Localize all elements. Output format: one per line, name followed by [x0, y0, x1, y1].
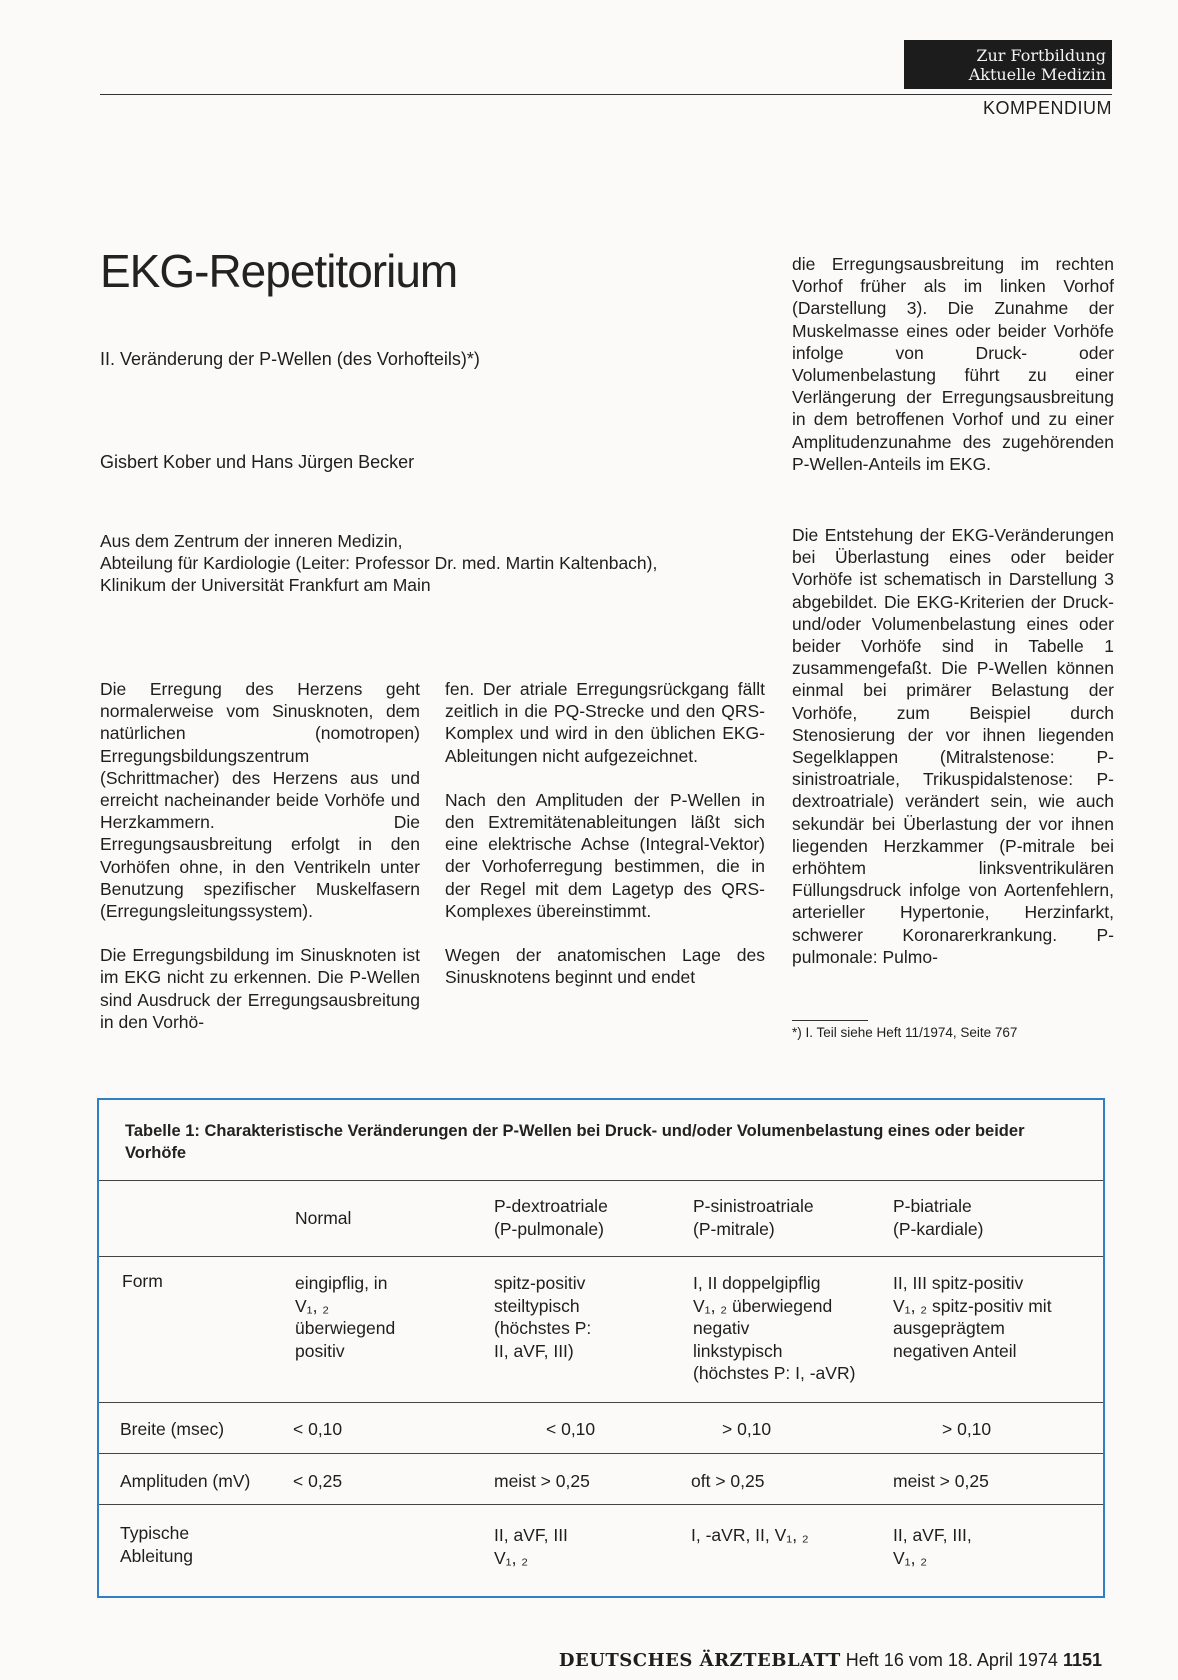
page-footer [559, 1650, 1102, 1671]
table-row-label: Form [122, 1271, 163, 1291]
table-row-label: Amplituden (mV) [120, 1471, 251, 1491]
paragraph: Nach den Amplituden der P-Wellen in den Extremitätenableitungen läßt sich eine elektrische Achse (Integral-Vektor) der Vorhoferregung bestimmen, die in der Regel mit dem Lagetyp des QRS-Komplexes übereinstimmt. [445, 789, 765, 921]
table-cell: I, -aVR, II, V₁, ₂ [691, 1525, 809, 1545]
table-cell: < 0,10 [293, 1419, 343, 1439]
table-header: P-dextroatriale (P-pulmonale) [494, 1196, 608, 1239]
footnote: *) I. Teil siehe Heft 11/1974, Seite 767 [792, 1025, 1018, 1040]
table-cell: oft > 0,25 [691, 1471, 765, 1491]
article-title: EKG-Repetitorium [100, 245, 458, 297]
table-cell: < 0,10 [546, 1419, 596, 1439]
section-badge [904, 40, 1112, 89]
table-cell: I, II doppelgipflig V₁, ₂ überwiegend negativ linkstypisch (höchstes P: I, -aVR) [693, 1273, 856, 1383]
affiliation [100, 530, 657, 596]
issue-info: Heft 16 vom 18. April 1974 [845, 1650, 1058, 1670]
paragraph: Die Erregung des Herzens geht normalerweise vom Sinusknoten, dem natürlichen (nomotropen) Erregungsbildungszentrum (Schrittmacher) des Herzens aus und erreicht nacheinander beide Vorhöfe und Herzkammern. Die Erregungsausbreitung erfolgt in den Vorhöfen ohne, in den Ventrikeln unter Benutzung spezifischer Muskelfasern (Erregungsleitungssystem). [100, 679, 420, 922]
badge-line-1: Zur Fortbildung [976, 46, 1106, 65]
table-row-label: Typische Ableitung [120, 1523, 193, 1566]
footnote-rule [792, 1020, 868, 1021]
table-rule [99, 1256, 1103, 1257]
table-header: Normal [295, 1208, 352, 1228]
paragraph: Die Erregungsbildung im Sinusknoten ist im EKG nicht zu erkennen. Die P-Wellen sind Ausdruck der Erregungsausbreitung in den Vorhö- [100, 945, 420, 1032]
table-cell: > 0,10 [722, 1419, 772, 1439]
affiliation-line: Aus dem Zentrum der inneren Medizin, [100, 531, 403, 551]
paragraph: fen. Der atriale Erregungsrückgang fällt zeitlich in die PQ-Strecke und den QRS-Komplex und wird in den üblichen EKG-Ableitungen nicht aufgezeichnet. [445, 679, 765, 766]
body-column-3-bottom [792, 524, 1114, 968]
table-cell: II, aVF, III V₁, ₂ [494, 1525, 568, 1568]
table-cell: eingipflig, in V₁, ₂ überwiegend positiv [295, 1273, 396, 1361]
section-label: KOMPENDIUM [982, 98, 1112, 118]
table-rule [99, 1180, 1103, 1181]
table-rule [99, 1402, 1103, 1403]
paragraph: Die Entstehung der EKG-Veränderungen bei Überlastung eines oder beider Vorhöfe ist schematisch in Darstellung 3 abgebildet. Die EKG-Kriterien der Druck- und/oder Volumenbelastung eines oder beider Vorhöfe sind in Tabelle 1 zusammengefaßt. Die P-Wellen können einmal bei primärer Belastung der Vorhöfe, zum Beispiel durch Stenosierung der vor ihnen liegenden Segelklappen (Mitralstenose: P-sinistroatriale, Trikuspidalstenose: P-dextroatriale) verändert sein, wie auch sekundär bei Überlastung der vor ihnen liegenden Herzkammer (P-mitrale bei erhöhtem linksventrikulären Füllungsdruck infolge von Aortenfehlern, arterieller Hypertonie, Herzinfarkt, schwerer Koronarerkrankung. P-pulmonale: Pulmo- [792, 525, 1114, 967]
paragraph: die Erregungsausbreitung im rechten Vorhof früher als im linken Vorhof (Darstellung 3). Die Zunahme der Muskelmasse eines oder beider Vorhöfe infolge von Druck- oder Volumenbelastung führt zu einer Verlängerung der Erregungsausbreitung in dem betroffenen Vorhof und zu einer Amplitudenzunahme des zugehörenden P-Wellen-Anteils im EKG. [792, 254, 1114, 474]
table-cell: meist > 0,25 [893, 1471, 989, 1491]
table-cell: II, III spitz-positiv V₁, ₂ spitz-positiv mit ausgeprägtem negativen Anteil [893, 1273, 1052, 1361]
header-rule [100, 94, 1112, 95]
body-column-3-top [792, 253, 1114, 475]
page-number: 1151 [1062, 1650, 1102, 1670]
table-cell: II, aVF, III, V₁, ₂ [893, 1525, 972, 1568]
table-cell: meist > 0,25 [494, 1471, 590, 1491]
table-row-label: Breite (msec) [120, 1419, 225, 1439]
badge-line-2: Aktuelle Medizin [968, 65, 1106, 84]
table-rule [99, 1504, 1103, 1505]
table-header: P-sinistroatriale (P-mitrale) [693, 1196, 814, 1239]
body-column-1 [100, 678, 420, 1033]
table-cell: < 0,25 [293, 1471, 343, 1491]
article-authors: Gisbert Kober und Hans Jürgen Becker [100, 452, 415, 472]
table-cell: spitz-positiv steiltypisch (höchstes P: II, aVF, III) [494, 1273, 592, 1361]
affiliation-line: Abteilung für Kardiologie (Leiter: Professor Dr. med. Martin Kaltenbach), [100, 553, 658, 573]
journal-name: DEUTSCHES ÄRZTEBLATT [558, 1650, 841, 1671]
article-subtitle: II. Veränderung der P-Wellen (des Vorhofteils)*) [100, 349, 480, 369]
table-caption: Tabelle 1: Charakteristische Veränderungen der P-Wellen bei Druck- und/oder Volumenbelastung eines oder beider Vorhöfe [125, 1122, 1025, 1162]
body-column-2 [445, 678, 765, 988]
table-header: P-biatriale (P-kardiale) [893, 1196, 984, 1239]
affiliation-line: Klinikum der Universität Frankfurt am Main [100, 575, 431, 595]
table-rule [99, 1453, 1103, 1454]
paragraph: Wegen der anatomischen Lage des Sinusknotens beginnt und endet [445, 945, 765, 988]
table-cell: > 0,10 [942, 1419, 992, 1439]
